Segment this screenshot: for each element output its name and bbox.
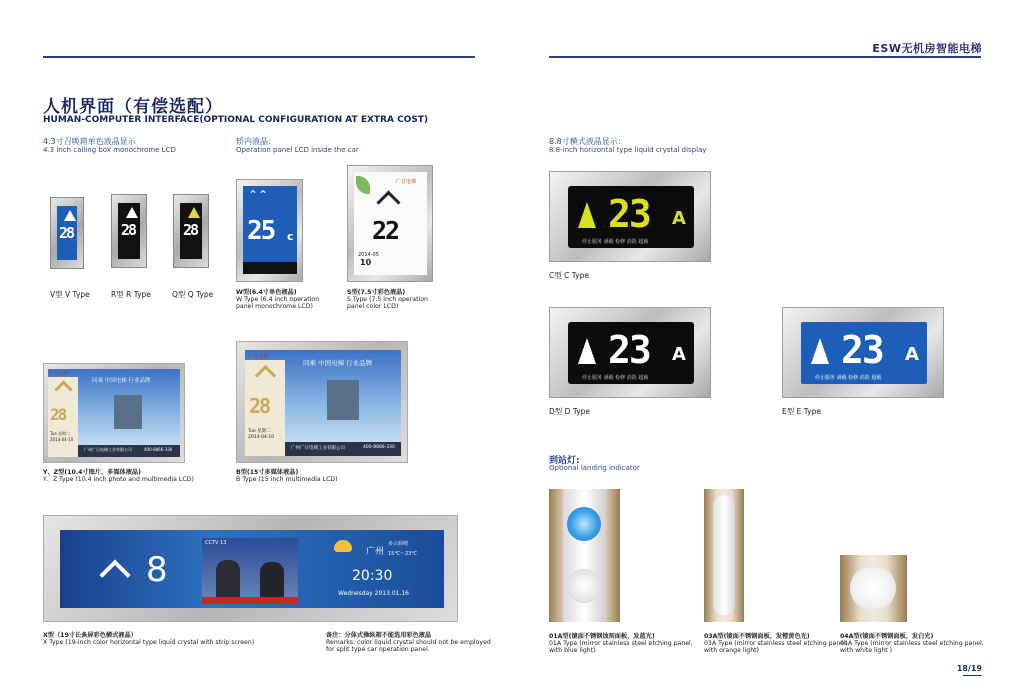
calling-box-caption-en: 4.3 inch calling box monochrome LCD [43, 146, 176, 154]
b-type-day: Tue 星期二 [248, 429, 271, 434]
03a-label [704, 633, 848, 654]
s-type-panel [347, 165, 433, 282]
header-rule-left [43, 56, 475, 58]
anchor-right [260, 562, 284, 598]
01a-indicator-photo [549, 489, 620, 622]
chevron-up-icon [99, 559, 130, 590]
b-type-screen [245, 350, 401, 456]
white-light-icon [567, 569, 601, 603]
page-subtitle: HUMAN-COMPUTER INTERFACE(OPTIONAL CONFIGURATION AT EXTRA COST) [43, 115, 429, 125]
d-type-unit: A [672, 344, 686, 365]
b-type-banner: 同乘 中国电梯 行业品牌 [303, 359, 373, 367]
e-type-panel [782, 307, 944, 398]
up-arrow-icon [188, 207, 200, 218]
x-type-weather: 多云转晴 [388, 541, 409, 547]
04a-label-en1: 04A Type (mirror stainless steel etching panel, [840, 640, 984, 647]
04a-label-cn: 04A型(镜面不锈钢面板，发白光) [840, 633, 934, 640]
yz-type-panel [43, 363, 185, 463]
w-type-unit: c [287, 230, 294, 243]
remark [326, 632, 491, 653]
s-type-label-cn: S型(7.5寸彩色液晶) [347, 289, 406, 296]
04a-label [840, 633, 984, 654]
horizontal-caption-en: 8.8-inch horizontal type liquid crystal display [549, 146, 707, 154]
d-type-label: D型 D Type [549, 407, 591, 416]
d-type-digits: 23 [608, 328, 650, 372]
b-type-label-cn: B型(15寸多媒体液晶) [236, 469, 299, 476]
page-title: 人机界面（有偿选配） [43, 97, 223, 117]
building-image [327, 380, 359, 420]
d-type-screen [568, 322, 694, 384]
v-type-digits: 28 [59, 224, 74, 242]
s-type-label-en2: panel color LCD) [347, 303, 399, 310]
w-type-label [236, 289, 319, 310]
up-arrow-icon [578, 338, 596, 364]
horizontal-caption: 8.8寸横式液晶显示： [549, 137, 626, 146]
b-type-panel [236, 341, 408, 463]
q-type-lcd [173, 194, 209, 268]
yz-type-date: 2014-04-10 [50, 437, 74, 442]
w-type-label-cn: W型(6.4寸单色液晶) [236, 289, 297, 296]
up-arrow-icon [126, 207, 138, 218]
01a-label-cn: 01A型(镜面不锈钢蚀刻面板，发蓝光) [549, 633, 655, 640]
yz-type-sidebar [48, 377, 78, 457]
yz-type-digits: 28 [50, 405, 66, 424]
e-type-screen [801, 322, 927, 384]
c-type-panel [549, 171, 711, 262]
v-type-screen [57, 206, 77, 260]
03a-indicator-photo [704, 489, 744, 622]
s-type-label [347, 289, 428, 310]
e-type-digits: 23 [841, 328, 883, 372]
b-type-brand: 广日电梯 [248, 354, 269, 360]
01a-label-en1: 01A Type (mirror stainless steel etching panel, [549, 640, 693, 647]
w-type-screen [243, 186, 297, 274]
s-type-date: 2014-05 [358, 252, 379, 258]
yz-type-footer [78, 445, 180, 457]
s-type-label-en1: S Type (7.5 inch operation [347, 296, 428, 303]
r-type-lcd [111, 194, 147, 268]
w-type-label-en2: panel monochrome LCD) [236, 303, 313, 310]
yz-type-label-en: Y、Z Type (10.4 inch photo and multimedia LCD) [43, 476, 194, 483]
v-type-label: V型 V Type [50, 290, 90, 299]
remark-en1: Remarks: color liquid crystal should not be employed [326, 639, 491, 646]
yz-type-hotline: 400-8866-330 [144, 447, 173, 452]
news-ticker [202, 597, 298, 604]
b-type-label-en: B Type (15 inch multimedia LCD) [236, 476, 338, 483]
w-type-status-bar [243, 262, 297, 274]
chevron-up-icon [54, 380, 72, 398]
x-type-time: 20:30 [352, 568, 393, 584]
up-arrow-icon [811, 338, 829, 364]
yz-type-label [43, 469, 194, 483]
x-type-city: 广州 [366, 547, 385, 557]
yz-type-screen [48, 369, 180, 457]
landing-caption-en: Optional landing indicator [549, 464, 640, 472]
s-type-brand: 广日电梯 [396, 179, 417, 185]
d-type-status-icons: 停止服务 满载 检修 消防 超载 [582, 375, 649, 381]
q-type-screen [180, 203, 202, 259]
indicator-strip [713, 495, 735, 615]
x-type-label-cn: X型（19寸长条屏彩色横式液晶） [43, 632, 137, 639]
yz-type-day: Tue 星期二 [50, 431, 71, 436]
up-arrow-icon [64, 210, 76, 221]
remark-cn: 备注：分体式操纵箱不能选用彩色液晶 [326, 632, 432, 639]
double-chevron-up-icon: ⌃⌃ [248, 188, 269, 202]
calling-box-caption: 4.3寸召唤箱单色液晶显示 [43, 137, 136, 146]
leaf-decoration [356, 176, 370, 194]
b-type-company: 广州广日电梯工业有限公司 [291, 446, 345, 451]
04a-indicator-photo [840, 555, 907, 622]
e-type-unit: A [905, 344, 919, 365]
news-video [202, 538, 298, 604]
s-type-screen [354, 172, 427, 275]
sun-icon [334, 540, 352, 552]
q-type-digits: 28 [183, 221, 198, 239]
x-type-screen [60, 530, 444, 608]
c-type-unit: A [672, 208, 686, 229]
b-type-label [236, 469, 338, 483]
remark-en2: for split type car operation panel. [326, 646, 430, 653]
e-type-label: E型 E Type [782, 407, 821, 416]
building-image [114, 395, 142, 429]
r-type-digits: 28 [121, 221, 136, 239]
chevron-up-icon [376, 190, 400, 214]
c-type-status-icons: 停止服务 满载 检修 消防 超载 [582, 239, 649, 245]
yz-type-label-cn: Y、Z型(10.4寸图片、多媒体液晶) [43, 469, 141, 476]
03a-label-cn: 03A型(镜面不锈钢面板，发橙黄色光) [704, 633, 810, 640]
header-rule-right [549, 56, 981, 58]
x-type-date: Wednesday 2013.01.16 [338, 590, 409, 597]
03a-label-en1: 03A Type (mirror stainless steel etching panel, [704, 640, 848, 647]
page-number-rule [963, 675, 982, 676]
b-type-footer [285, 442, 401, 456]
w-type-panel [236, 179, 303, 282]
w-type-digits: 25 [247, 216, 275, 246]
brand-title: ESW无机房智能电梯 [872, 42, 982, 55]
03a-label-en2: with orange light) [704, 647, 759, 654]
x-type-temp: 15℃～23℃ [388, 551, 417, 557]
r-type-label: R型 R Type [111, 290, 151, 299]
b-type-digits: 28 [249, 394, 270, 418]
d-type-panel [549, 307, 711, 398]
anchor-left [216, 560, 240, 598]
x-type-floor: 8 [146, 550, 168, 590]
w-type-label-en1: W Type (6.4 inch operation [236, 296, 320, 303]
car-lcd-caption: 轿内液晶： [236, 137, 276, 146]
c-type-digits: 23 [608, 192, 650, 236]
chevron-up-icon [255, 365, 276, 386]
b-type-hotline: 400-8866-330 [363, 445, 395, 450]
x-type-panel [43, 515, 458, 622]
blue-light-icon [567, 507, 601, 541]
c-type-screen [568, 186, 694, 248]
s-type-floor: 10 [360, 258, 372, 267]
q-type-label: Q型 Q Type [172, 290, 214, 299]
page-number: 18/19 [956, 664, 982, 673]
car-lcd-caption-en: Operation panel LCD inside the car [236, 146, 359, 154]
s-type-digits: 22 [372, 216, 399, 245]
01a-label-en2: with blue light) [549, 647, 596, 654]
yz-type-banner: 同乘 中国电梯 行业品牌 [92, 378, 151, 384]
c-type-label: C型 C Type [549, 271, 589, 280]
b-type-sidebar [245, 360, 285, 456]
01a-label [549, 633, 693, 654]
landing-caption: 到站灯: [549, 456, 580, 466]
x-type-channel: CCTV 13 [205, 540, 227, 546]
up-arrow-icon [578, 202, 596, 228]
04a-label-en2: with white light ) [840, 647, 893, 654]
x-type-label [43, 632, 254, 646]
v-type-lcd [50, 197, 84, 269]
e-type-status-icons: 停止服务 满载 检修 消防 超载 [815, 375, 882, 381]
white-light-icon [850, 565, 896, 611]
x-type-label-en: X Type (19-inch color horizontal type liquid crystal with strip screen) [43, 639, 255, 646]
yz-type-brand: 广日电梯 [50, 372, 68, 377]
yz-type-company: 广州广日电梯工业有限公司 [84, 447, 132, 452]
r-type-screen [118, 203, 140, 259]
b-type-date: 2014-04-10 [248, 435, 275, 440]
